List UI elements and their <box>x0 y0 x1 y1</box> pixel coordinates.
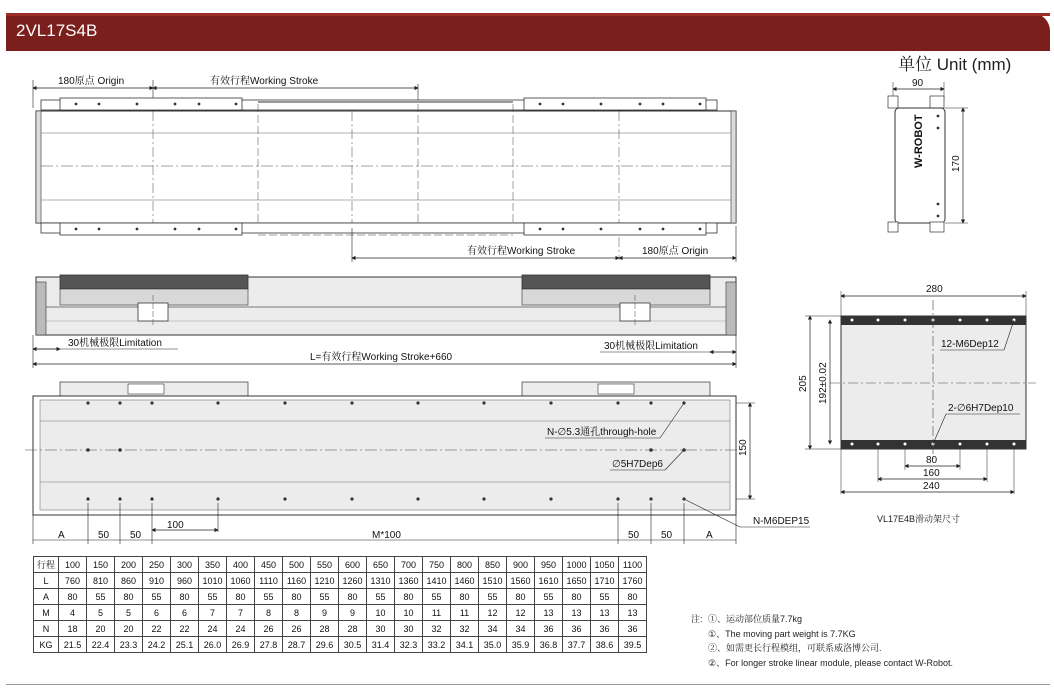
note-row-3 <box>691 641 953 656</box>
table-row-label: L <box>34 573 59 589</box>
table-cell: 13 <box>563 605 591 621</box>
limit-left-label: 30机械极限Limitation <box>68 338 162 349</box>
table-cell: 910 <box>143 573 171 589</box>
dim-a-left: A <box>58 530 65 541</box>
table-cell: 34 <box>479 621 507 637</box>
w-robot-logo: W-ROBOT <box>913 114 925 168</box>
table-cell: 1610 <box>535 573 563 589</box>
table-cell: 1310 <box>367 573 395 589</box>
table-cell: 22 <box>143 621 171 637</box>
table-cell: 5 <box>115 605 143 621</box>
table-cell: 29.6 <box>311 637 339 653</box>
table-cell: 80 <box>59 589 87 605</box>
dim-50-4: 50 <box>661 530 673 541</box>
note-item: ①、The moving part weight is 7.7KG <box>708 628 856 639</box>
note-row-2 <box>691 627 953 642</box>
table-cell: 33.2 <box>423 637 451 653</box>
table-cell: 5 <box>87 605 115 621</box>
table-cell: 34 <box>507 621 535 637</box>
table-cell: 1460 <box>451 573 479 589</box>
table-cell: 1100 <box>619 557 647 573</box>
note-row-1 <box>691 612 953 627</box>
table-cell: 23.3 <box>115 637 143 653</box>
dim-80: 80 <box>926 455 938 466</box>
table-cell: 36 <box>619 621 647 637</box>
top-view <box>33 74 736 262</box>
note-item: ②、如需更长行程模组，可联系威洛博公司. <box>708 643 882 654</box>
total-length-label: L=有效行程Working Stroke+660 <box>310 352 453 363</box>
table-row <box>34 589 647 605</box>
table-cell: 13 <box>619 605 647 621</box>
table-cell: 250 <box>143 557 171 573</box>
dim-240: 240 <box>923 481 940 492</box>
table-cell: 700 <box>395 557 423 573</box>
table-cell: 13 <box>591 605 619 621</box>
table-cell: 1760 <box>619 573 647 589</box>
notes <box>691 612 953 670</box>
table-cell: 55 <box>591 589 619 605</box>
table-cell: 55 <box>479 589 507 605</box>
table-cell: 35.9 <box>507 637 535 653</box>
table-cell: 20 <box>115 621 143 637</box>
table-cell: 1060 <box>227 573 255 589</box>
table-cell: 9 <box>339 605 367 621</box>
table-cell: 200 <box>115 557 143 573</box>
bottom-view <box>25 382 810 544</box>
dim-a-right: A <box>706 530 713 541</box>
table-cell: 8 <box>283 605 311 621</box>
table-cell: 55 <box>367 589 395 605</box>
side-view <box>33 275 736 368</box>
table-cell: 55 <box>199 589 227 605</box>
table-cell: 30 <box>395 621 423 637</box>
table-cell: 1260 <box>339 573 367 589</box>
stroke-top-label: 有效行程Working Stroke <box>210 76 319 87</box>
table-cell: 36 <box>535 621 563 637</box>
table-row <box>34 557 647 573</box>
table-cell: 900 <box>507 557 535 573</box>
table-cell: 55 <box>255 589 283 605</box>
table-cell: 80 <box>619 589 647 605</box>
table-cell: 18 <box>59 621 87 637</box>
table-cell: 11 <box>423 605 451 621</box>
table-cell: 34.1 <box>451 637 479 653</box>
carriage-view <box>798 284 1036 494</box>
table-cell: 21.5 <box>59 637 87 653</box>
tap-label-bottom: N-M6DEP15 <box>753 516 810 527</box>
carriage-caption: VL17E4B滑动架尺寸 <box>877 514 961 524</box>
origin-left-label: 180原点 Origin <box>58 76 125 87</box>
table-cell: 55 <box>87 589 115 605</box>
table-cell: 960 <box>171 573 199 589</box>
dim-50-1: 50 <box>98 530 110 541</box>
table-cell: 80 <box>283 589 311 605</box>
table-cell: 7 <box>199 605 227 621</box>
dim-50-3: 50 <box>628 530 640 541</box>
table-cell: 350 <box>199 557 227 573</box>
table-cell: 32 <box>423 621 451 637</box>
table-cell: 80 <box>115 589 143 605</box>
table-cell: 80 <box>395 589 423 605</box>
table-cell: 1210 <box>311 573 339 589</box>
dim-90: 90 <box>912 78 924 89</box>
table-cell: 36 <box>563 621 591 637</box>
table-cell: 22.4 <box>87 637 115 653</box>
stroke-bottom-label: 有效行程Working Stroke <box>467 246 576 257</box>
table-row-label: M <box>34 605 59 621</box>
table-cell: 22 <box>171 621 199 637</box>
note-row-4 <box>691 656 953 671</box>
table-cell: 80 <box>451 589 479 605</box>
table-cell: 950 <box>535 557 563 573</box>
dim-50-2: 50 <box>130 530 142 541</box>
table-cell: 9 <box>311 605 339 621</box>
table-cell: 7 <box>227 605 255 621</box>
table-cell: 80 <box>507 589 535 605</box>
table-cell: 36.8 <box>535 637 563 653</box>
table-cell: 39.5 <box>619 637 647 653</box>
table-cell: 30 <box>367 621 395 637</box>
table-cell: 28 <box>311 621 339 637</box>
table-cell: 1000 <box>563 557 591 573</box>
table-cell: 24 <box>227 621 255 637</box>
table-cell: 32 <box>451 621 479 637</box>
table-cell: 36 <box>591 621 619 637</box>
table-cell: 37.7 <box>563 637 591 653</box>
table-cell: 1110 <box>255 573 283 589</box>
table-cell: 20 <box>87 621 115 637</box>
table-cell: 13 <box>535 605 563 621</box>
table-cell: 8 <box>255 605 283 621</box>
table-cell: 650 <box>367 557 395 573</box>
table-cell: 600 <box>339 557 367 573</box>
table-cell: 80 <box>339 589 367 605</box>
table-cell: 1010 <box>199 573 227 589</box>
table-cell: 80 <box>227 589 255 605</box>
table-cell: 810 <box>87 573 115 589</box>
table-cell: 1560 <box>507 573 535 589</box>
note-item: ②、For longer stroke linear module, please contact W-Robot. <box>708 657 954 668</box>
table-cell: 28.7 <box>283 637 311 653</box>
table-cell: 150 <box>87 557 115 573</box>
through-hole-label: N-∅5.3通孔through-hole <box>547 427 657 438</box>
table-cell: 6 <box>143 605 171 621</box>
table-cell: 32.3 <box>395 637 423 653</box>
end-view <box>888 78 968 232</box>
table-cell: 10 <box>367 605 395 621</box>
table-cell: 400 <box>227 557 255 573</box>
dim-280: 280 <box>926 284 943 295</box>
table-cell: 860 <box>115 573 143 589</box>
table-row <box>34 637 647 653</box>
table-cell: 760 <box>59 573 87 589</box>
table-cell: 850 <box>479 557 507 573</box>
table-cell: 300 <box>171 557 199 573</box>
dim-192: 192±0.02 <box>818 362 829 404</box>
spec-table <box>33 556 647 653</box>
table-row <box>34 573 647 589</box>
dim-m100: M*100 <box>372 530 401 541</box>
table-cell: 38.6 <box>591 637 619 653</box>
table-cell: 55 <box>423 589 451 605</box>
table-cell: 11 <box>451 605 479 621</box>
table-cell: 550 <box>311 557 339 573</box>
table-cell: 800 <box>451 557 479 573</box>
table-cell: 1510 <box>479 573 507 589</box>
pin-hole-label: ∅5H7Dep6 <box>612 459 663 470</box>
table-cell: 100 <box>59 557 87 573</box>
table-cell: 80 <box>563 589 591 605</box>
table-cell: 55 <box>311 589 339 605</box>
table-cell: 30.5 <box>339 637 367 653</box>
table-cell: 750 <box>423 557 451 573</box>
table-cell: 55 <box>143 589 171 605</box>
table-cell: 26.9 <box>227 637 255 653</box>
table-cell: 80 <box>171 589 199 605</box>
table-cell: 25.1 <box>171 637 199 653</box>
table-cell: 500 <box>283 557 311 573</box>
table-cell: 35.0 <box>479 637 507 653</box>
carriage-tap-label: 12-M6Dep12 <box>941 339 999 350</box>
table-cell: 31.4 <box>367 637 395 653</box>
note-item: ①、运动部位质量7.7kg <box>708 614 803 624</box>
table-row-label: A <box>34 589 59 605</box>
dim-150-bottom: 150 <box>738 439 749 456</box>
table-cell: 1050 <box>591 557 619 573</box>
table-cell: 27.8 <box>255 637 283 653</box>
dim-170: 170 <box>951 155 962 172</box>
model-title: 2VL17S4B <box>16 21 98 40</box>
table-cell: 24 <box>199 621 227 637</box>
table-cell: 450 <box>255 557 283 573</box>
limit-right-label: 30机械极限Limitation <box>604 341 698 352</box>
table-cell: 12 <box>479 605 507 621</box>
table-cell: 24.2 <box>143 637 171 653</box>
table-cell: 1710 <box>591 573 619 589</box>
table-cell: 26 <box>255 621 283 637</box>
dim-100: 100 <box>167 520 184 531</box>
table-row <box>34 621 647 637</box>
table-cell: 1650 <box>563 573 591 589</box>
table-cell: 12 <box>507 605 535 621</box>
dim-205: 205 <box>798 375 809 392</box>
notes-prefix: 注: <box>691 614 703 624</box>
table-cell: 55 <box>535 589 563 605</box>
unit-label: 单位 Unit (mm) <box>898 55 1012 74</box>
origin-right-label: 180原点 Origin <box>642 246 709 257</box>
table-cell: 10 <box>395 605 423 621</box>
table-row-label: N <box>34 621 59 637</box>
table-row <box>34 605 647 621</box>
table-cell: 26 <box>283 621 311 637</box>
table-cell: 4 <box>59 605 87 621</box>
dim-160: 160 <box>923 468 940 479</box>
table-row-label: 行程 <box>34 557 59 573</box>
table-cell: 28 <box>339 621 367 637</box>
table-cell: 1360 <box>395 573 423 589</box>
table-row-label: KG <box>34 637 59 653</box>
carriage-pin-label: 2-∅6H7Dep10 <box>948 403 1014 414</box>
table-cell: 26.0 <box>199 637 227 653</box>
table-cell: 6 <box>171 605 199 621</box>
table-cell: 1160 <box>283 573 311 589</box>
table-cell: 1410 <box>423 573 451 589</box>
